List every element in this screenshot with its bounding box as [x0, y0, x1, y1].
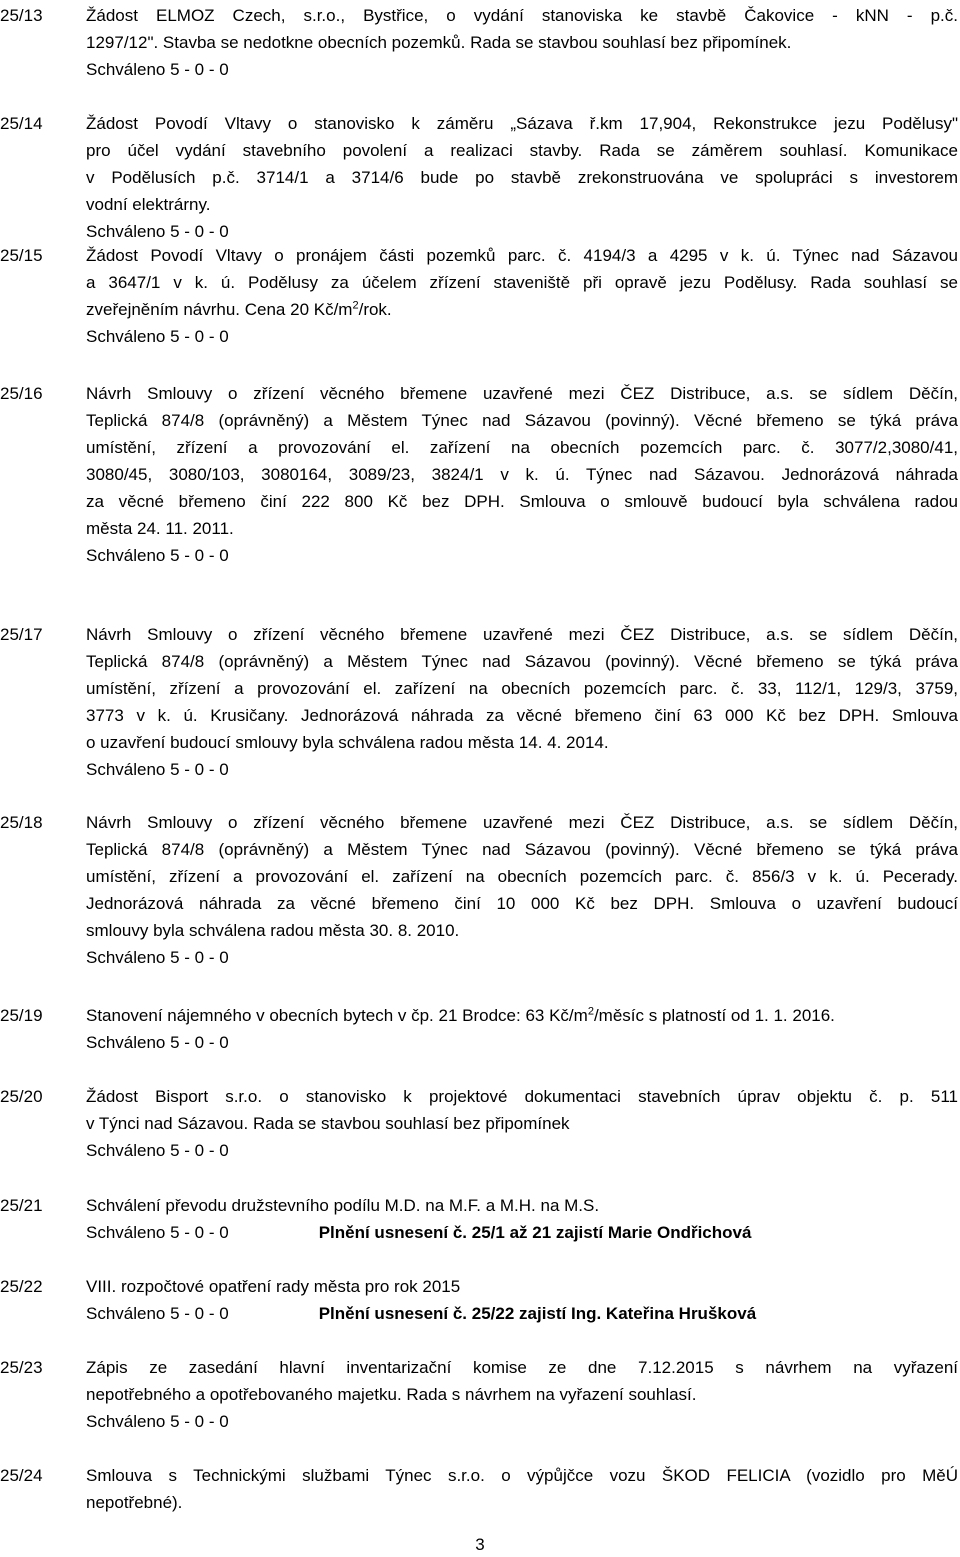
resolution-line: smlouvy byla schválena radou města 30. 8. 2010.	[86, 921, 460, 940]
resolution-number: 25/24	[0, 1466, 43, 1485]
approval-status-text: Schváleno 5 - 0 - 0	[86, 1223, 229, 1242]
resolution-number: 25/13	[0, 6, 43, 25]
resolution-line: VIII. rozpočtové opatření rady města pro rok 2015	[86, 1277, 461, 1296]
resolution-body	[86, 242, 958, 350]
approval-status	[86, 1219, 958, 1246]
resolution-line: v Týnci nad Sázavou. Rada se stavbou souhlasí bez připomínek	[86, 1114, 570, 1133]
resolution-line: pro účel vydání stavebního povolení a realizaci stavby. Rada se záměrem souhlasí. Komunikace	[86, 141, 958, 160]
resolution-body	[86, 621, 958, 783]
resolution-line: vodní elektrárny.	[86, 195, 211, 214]
resolution-line: v Podělusích p.č. 3714/1 a 3714/6 bude po stavbě zrekonstruována ve spolupráci s investorem	[86, 168, 958, 187]
approval-status: Schváleno 5 - 0 - 0	[86, 1033, 229, 1052]
page-number: 3	[475, 1535, 485, 1554]
resolution-line: 3080/45, 3080/103, 3080164, 3089/23, 3824/1 v k. ú. Týnec nad Sázavou. Jednorázová náhrada	[86, 465, 958, 484]
resolution-number: 25/15	[0, 246, 43, 265]
resolution-line: Žádost Povodí Vltavy o stanovisko k záměru „Sázava ř.km 17,904, Rekonstrukce jezu Podělusy"	[86, 114, 958, 133]
resolution-body	[86, 380, 958, 569]
approval-status: Schváleno 5 - 0 - 0	[86, 60, 229, 79]
approval-status	[86, 1300, 958, 1327]
resolution-line: Žádost Povodí Vltavy o pronájem části pozemků parc. č. 4194/3 a 4295 v k. ú. Týnec nad Sázavou	[86, 246, 958, 265]
approval-status-text: Schváleno 5 - 0 - 0	[86, 1304, 229, 1323]
resolution-line: Žádost ELMOZ Czech, s.r.o., Bystřice, o vydání stanoviska ke stavbě Čakovice - kNN - p.č.	[86, 6, 958, 25]
resolution-line	[86, 1002, 958, 1029]
resolution-body	[86, 2, 958, 83]
resolution-number: 25/18	[0, 813, 43, 832]
resolution-line-text: Stanovení nájemného v obecních bytech v čp. 21 Brodce: 63 Kč/m	[86, 1006, 588, 1025]
resolution-body	[86, 1462, 958, 1516]
resolution-number: 25/19	[0, 1006, 43, 1025]
approval-status: Schváleno 5 - 0 - 0	[86, 546, 229, 565]
resolution-body	[86, 1002, 958, 1056]
resolution-line: Smlouva s Technickými službami Týnec s.r.o. o výpůjčce vozu ŠKOD FELICIA (vozidlo pro MěÚ	[86, 1466, 958, 1485]
resolution-line: o uzavření budoucí smlouvy byla schválena radou města 14. 4. 2014.	[86, 733, 609, 752]
resolution-body	[86, 809, 958, 971]
resolution-number: 25/21	[0, 1196, 43, 1215]
resolution-number: 25/23	[0, 1358, 43, 1377]
resolution-line: Zápis ze zasedání hlavní inventarizační komise ze dne 7.12.2015 s návrhem na vyřazení	[86, 1358, 958, 1377]
responsible-person-note: Plnění usnesení č. 25/22 zajistí Ing. Kateřina Hrušková	[318, 1304, 757, 1323]
resolution-body	[86, 1354, 958, 1435]
resolution-line: nepotřebné).	[86, 1493, 183, 1512]
resolution-line: Teplická 874/8 (oprávněný) a Městem Týnec nad Sázavou (povinný). Věcné břemeno se týká práva	[86, 840, 958, 859]
resolution-body	[86, 1192, 958, 1246]
resolution-line: 3773 v k. ú. Krusičany. Jednorázová náhrada za věcné břemeno činí 63 000 Kč bez DPH. Smlouva	[86, 706, 958, 725]
approval-status: Schváleno 5 - 0 - 0	[86, 222, 229, 241]
resolution-body	[86, 1083, 958, 1164]
resolution-line: umístění, zřízení a provozování el. zařízení na obecních pozemcích parc. č. 3077/2,3080/41,	[86, 438, 958, 457]
resolution-line: Teplická 874/8 (oprávněný) a Městem Týnec nad Sázavou (povinný). Věcné břemeno se týká práva	[86, 652, 958, 671]
resolution-number: 25/14	[0, 114, 43, 133]
resolution-number: 25/20	[0, 1087, 43, 1106]
resolution-number: 25/17	[0, 625, 43, 644]
resolution-line: nepotřebného a opotřebovaného majetku. Rada s návrhem na vyřazení souhlasí.	[86, 1385, 697, 1404]
approval-status: Schváleno 5 - 0 - 0	[86, 948, 229, 967]
resolution-body	[86, 110, 958, 245]
resolution-line: Teplická 874/8 (oprávněný) a Městem Týnec nad Sázavou (povinný). Věcné břemeno se týká práva	[86, 411, 958, 430]
resolution-line: Návrh Smlouvy o zřízení věcného břemene uzavřené mezi ČEZ Distribuce, a.s. se sídlem Děčín,	[86, 813, 958, 832]
resolution-line: umístění, zřízení a provozování el. zařízení na obecních pozemcích parc. č. 856/3 v k. ú. Pecerady.	[86, 867, 958, 886]
resolution-number: 25/22	[0, 1277, 43, 1296]
resolution-body	[86, 1273, 958, 1327]
resolution-line: umístění, zřízení a provozování el. zařízení na obecních pozemcích parc. č. 33, 112/1, 129/3, 3759,	[86, 679, 958, 698]
resolution-line	[86, 296, 958, 323]
superscript: 2	[587, 1005, 594, 1018]
approval-status: Schváleno 5 - 0 - 0	[86, 1141, 229, 1160]
resolution-line-text: /měsíc s platností od 1. 1. 2016.	[593, 1006, 835, 1025]
resolution-number: 25/16	[0, 384, 43, 403]
resolution-line-text: zveřejněním návrhu. Cena 20 Kč/m	[86, 300, 353, 319]
resolution-line: 1297/12". Stavba se nedotkne obecních pozemků. Rada se stavbou souhlasí bez připomínek.	[86, 33, 792, 52]
responsible-person-note: Plnění usnesení č. 25/1 až 21 zajistí Marie Ondřichová	[318, 1223, 752, 1242]
resolution-line: města 24. 11. 2011.	[86, 519, 234, 538]
resolution-line: za věcné břemeno činí 222 800 Kč bez DPH. Smlouva o smlouvě budoucí byla schválena radou	[86, 492, 958, 511]
approval-status: Schváleno 5 - 0 - 0	[86, 760, 229, 779]
resolution-line: Jednorázová náhrada za věcné břemeno činí 10 000 Kč bez DPH. Smlouva o uzavření budoucí	[86, 894, 958, 913]
resolution-line: a 3647/1 v k. ú. Podělusy za účelem zřízení staveniště při opravě jezu Podělusy. Rada souhlasí se	[86, 273, 958, 292]
resolution-line: Návrh Smlouvy o zřízení věcného břemene uzavřené mezi ČEZ Distribuce, a.s. se sídlem Děčín,	[86, 625, 958, 644]
approval-status: Schváleno 5 - 0 - 0	[86, 327, 229, 346]
superscript: 2	[352, 299, 359, 312]
resolution-line: Žádost Bisport s.r.o. o stanovisko k projektové dokumentaci stavebních úprav objektu č. p. 511	[86, 1087, 958, 1106]
approval-status: Schváleno 5 - 0 - 0	[86, 1412, 229, 1431]
resolution-line: Schválení převodu družstevního podílu M.D. na M.F. a M.H. na M.S.	[86, 1196, 600, 1215]
resolution-line-text: /rok.	[358, 300, 392, 319]
resolution-line: Návrh Smlouvy o zřízení věcného břemene uzavřené mezi ČEZ Distribuce, a.s. se sídlem Děčín,	[86, 384, 958, 403]
